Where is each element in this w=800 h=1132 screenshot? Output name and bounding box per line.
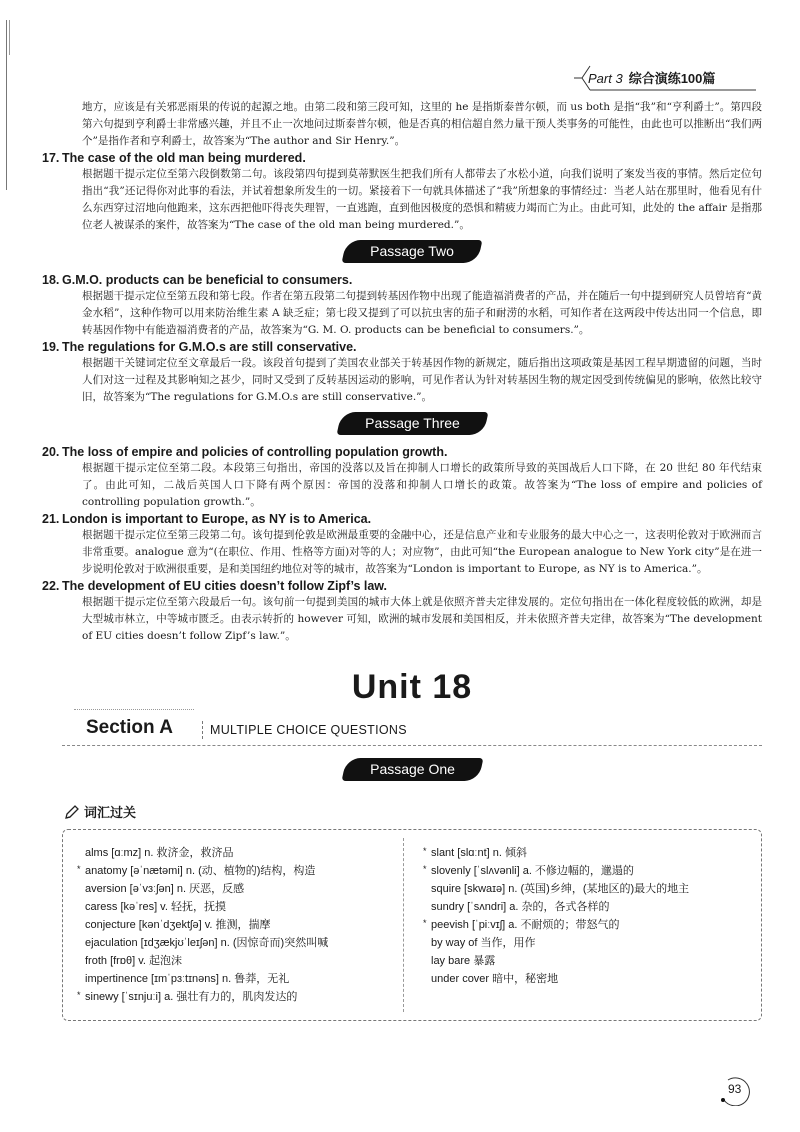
answer-text: London is important to Europe, as NY is to America. xyxy=(62,512,372,526)
core-word-star: * xyxy=(77,990,81,1000)
answer-item-19 xyxy=(42,339,762,406)
answer-number: 20. xyxy=(42,445,60,459)
answer-item-17 xyxy=(42,150,762,234)
vocab-item: * peevish [ˈpiːvɪʃ] a. 不耐烦的；带怒气的 xyxy=(431,916,689,934)
vocab-item: * sinewy [ˈsɪnjuːi] a. 强壮有力的，肌肉发达的 xyxy=(85,988,328,1006)
answer-number: 19. xyxy=(42,340,60,354)
answer-explanation: 根据题干提示定位至第六段最后一句。该句前一句提到美国的城市大体上就是依照齐普夫定律发展的。定位句指出在一体化程度较低的欧洲，却是大型城市林立，中等城市匮乏。由表示转折的 however 可知，欧洲的城市发展和美国相反，并未依照齐普夫定律，故答案为“The development of EU cities doesn’t follow Zipf’s law.”。 xyxy=(82,596,762,642)
answer-explanation: 根据题干提示定位至第三段第二句。该句提到伦敦是欧洲最重要的金融中心，还是信息产业和专业服务的最大中心之一，这表明伦敦对于欧洲而言非常重要。analogue 意为“(在职位、作用、性格等方面)对等的人；对应物”，由此可知“the European analogue to New York city”是在进一步说明伦敦对于欧洲很重要，是和美国纽约地位对等的城市，故答案为“London is important to Europe, as NY is to America.”。 xyxy=(82,529,762,575)
answer-text: The case of the old man being murdered. xyxy=(62,151,306,165)
answer-number: 17. xyxy=(42,151,60,165)
answer-explanation: 根据题干提示定位至第二段。本段第三句指出，帝国的没落以及旨在抑制人口增长的政策所导致的英国战后人口下降，在 20 世纪 80 年代结束了。由此可知，二战后英国人口下降有两个原因：帝国的没落和抑制人口增长的政策。故答案为“The loss of empire and policies of controlling population growth.”。 xyxy=(82,462,762,508)
page-number-text: 93 xyxy=(728,1082,742,1096)
vocab-heading xyxy=(64,802,762,821)
vocab-item: * slovenly [ˈslʌvənli] a. 不修边幅的，邋遢的 xyxy=(431,862,689,880)
answer-number: 21. xyxy=(42,512,60,526)
answer-title xyxy=(42,339,762,355)
intro-paragraph: 地方，应该是有关邪恶雨果的传说的起源之地。由第二段和第三段可知，这里的 he 是指斯泰普尔顿，而 us both 是指“我”和“亨利爵士”。第四段第六句提到亨利爵士非常感兴趣，并且不止一次地问过斯泰普尔顿，他是否真的相信超自然力量干预人类事务的可能性，由此也可以推断出“我们两个”是指作者和亨利爵士，故答案为“The author and Sir Henry.”。 xyxy=(82,101,762,147)
unit-title: Unit 18 xyxy=(351,668,473,706)
section-label: Section A xyxy=(86,717,173,738)
answer-text: The development of EU cities doesn’t follow Zipf’s law. xyxy=(62,579,388,593)
passage-two-banner xyxy=(62,240,762,268)
vocab-item: squire [skwaɪə] n. (英国)乡绅，(某地区的)最大的地主 xyxy=(431,883,690,895)
answer-item-18 xyxy=(42,272,762,339)
vocab-item: froth [frɒθ] v. 起泡沫 xyxy=(85,955,182,967)
answer-title xyxy=(42,578,762,594)
answer-item-20 xyxy=(42,444,762,511)
vocab-item: aversion [əˈvɜːʃən] n. 厌恶，反感 xyxy=(85,883,245,895)
core-word-star: * xyxy=(423,846,427,856)
vocab-left-column xyxy=(77,844,329,1006)
passage-two-label: Passage Two xyxy=(370,243,454,259)
header-book-title: 综合演练100篇 xyxy=(628,71,716,86)
section-subtitle: MULTIPLE CHOICE QUESTIONS xyxy=(210,723,407,737)
passage-three-banner xyxy=(62,412,762,440)
vocab-title: 词汇过关 xyxy=(84,805,137,820)
answer-explanation: 根据题干关键词定位至文章最后一段。该段首句提到了美国农业部关于转基因作物的新规定，随后指出这项政策是基因工程早期遗留的问题，当时人们对这一过程及其影响知之甚少，同时又受到了反转基因运动的影响，可见作者认为针对转基因生物的规定因受到传统偏见的影响，依然比较守旧，故答案为“The regulations for G.M.O.s are still conservative.”。 xyxy=(82,357,762,403)
core-word-star: * xyxy=(423,918,427,928)
vocab-item: caress [kəˈres] v. 轻抚，抚摸 xyxy=(85,901,226,913)
section-header xyxy=(62,715,762,746)
pencil-icon xyxy=(64,804,80,820)
vocab-box xyxy=(62,829,762,1021)
answer-title xyxy=(42,444,762,460)
answer-title xyxy=(42,511,762,527)
answer-text: The loss of empire and policies of controlling population growth. xyxy=(62,445,448,459)
page-number xyxy=(718,1074,752,1104)
vocab-right-column xyxy=(423,844,690,988)
vocab-item: alms [ɑːmz] n. 救济金，救济品 xyxy=(85,847,234,859)
passage-one-banner xyxy=(62,758,762,786)
passage-three-label: Passage Three xyxy=(364,415,460,431)
vocab-item: lay bare 暴露 xyxy=(431,955,496,967)
page-content xyxy=(42,99,762,1021)
answer-item-22 xyxy=(42,578,762,645)
answer-item-21 xyxy=(42,511,762,578)
vocab-item: impertinence [ɪmˈpɜːtɪnəns] n. 鲁莽，无礼 xyxy=(85,973,290,985)
passage-one-label: Passage One xyxy=(369,761,455,777)
core-word-star: * xyxy=(77,864,81,874)
book-spine-line xyxy=(9,20,10,55)
header-part: Part 3 xyxy=(588,71,623,86)
book-spine-line xyxy=(6,20,7,190)
answer-title xyxy=(42,150,762,166)
answer-explanation: 根据题干提示定位至第六段倒数第二句。该段第四句提到莫蒂默医生把我们所有人都带去了水松小道，向我们说明了案发当夜的事情。然后定位句指出“我”还记得你对此事的看法，并试着想象所发生的一切。紧接着下一句就具体描述了“我”所想象的事情经过：当老人站在那里时，他看见有什么东西穿过沼地向他跑来，这东西把他吓得丧失理智，一直逃跑，直到他因极度的恐惧和精疲力竭而亡为止。由此可知，此处的 the affair 是指那位老人被谋杀的案件，故答案为“The case of the old man being murdered.”。 xyxy=(82,168,762,231)
vocab-item: conjecture [kənˈdʒektʃə] v. 推测，揣摩 xyxy=(85,919,271,931)
vocab-item: * slant [slɑːnt] n. 倾斜 xyxy=(431,844,689,862)
vocab-item: sundry [ˈsʌndri] a. 杂的，各式各样的 xyxy=(431,901,610,913)
answer-number: 22. xyxy=(42,579,60,593)
vocab-item: ejaculation [ɪdʒækjʊˈleɪʃən] n. (因惊奇而)突然叫喊 xyxy=(85,937,329,949)
vocab-item: under cover 暗中，秘密地 xyxy=(431,973,559,985)
vocab-item: * anatomy [əˈnætəmi] n. (动、植物的)结构，构造 xyxy=(85,862,328,880)
core-word-star: * xyxy=(423,864,427,874)
answer-explanation: 根据题干提示定位至第五段和第七段。作者在第五段第二句提到转基因作物中出现了能造福消费者的产品，并在随后一句中提到研究人员曾培育“黄金水稻”，这种作物可以用来防治维生素 A 缺乏症；第七段又提到了可以抗虫害的茄子和耐涝的水稻，可知作者在这两段中传达出同一个信息，即转基因作物中有能造福消费者的产品，故答案为“G. M. O. products can be beneficial to consumers.”。 xyxy=(82,290,762,336)
answer-number: 18. xyxy=(42,273,60,287)
answer-text: G.M.O. products can be beneficial to consumers. xyxy=(62,273,353,287)
header-title xyxy=(588,68,715,87)
answer-text: The regulations for G.M.O.s are still conservative. xyxy=(62,340,357,354)
answer-title xyxy=(42,272,762,288)
vocab-item: by way of 当作，用作 xyxy=(431,937,536,949)
